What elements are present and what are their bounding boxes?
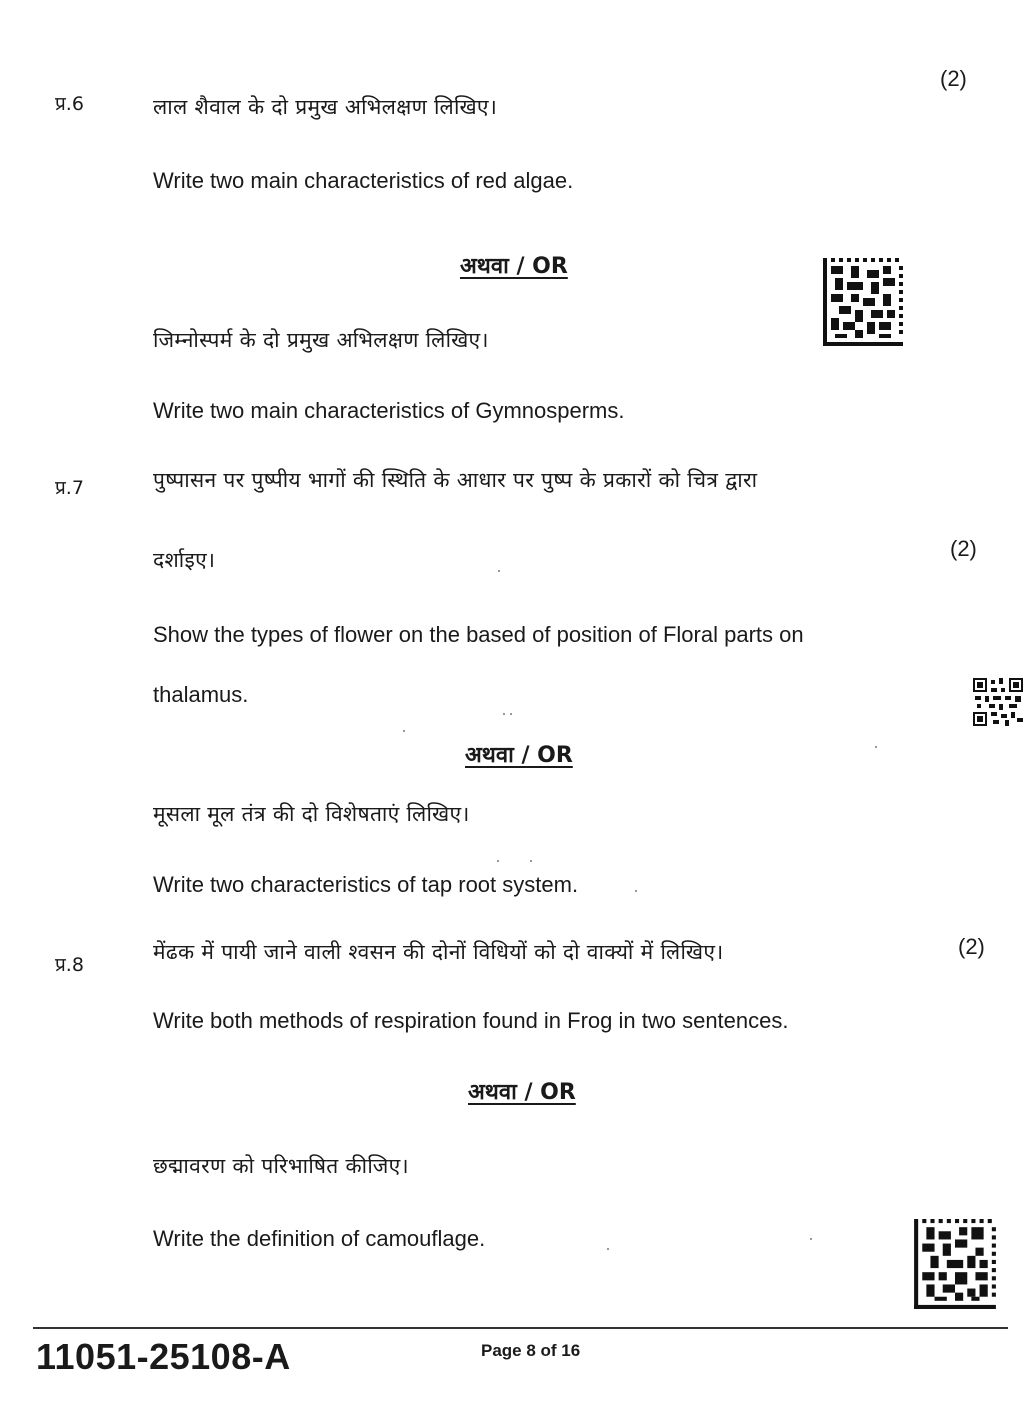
q6-number: प्र.6	[55, 93, 84, 115]
q7-hindi-line2: दर्शाइए।	[153, 548, 216, 572]
q6-hindi-text: लाल शैवाल के दो प्रमुख अभिलक्षण लिखिए।	[153, 95, 498, 119]
q6-alt-english-text: Write two main characteristics of Gymnosperms.	[153, 398, 625, 423]
q6-alt-hindi-text: जिम्नोस्पर्म के दो प्रमुख अभिलक्षण लिखिए।	[153, 328, 489, 352]
footer-divider	[33, 1327, 1008, 1329]
qr-code-small-icon	[973, 678, 1023, 726]
q7-alt-hindi-text: मूसला मूल तंत्र की दो विशेषताएं लिखिए।	[153, 802, 470, 826]
paper-code: 11051-25108-A	[36, 1336, 291, 1377]
q8-alt-hindi-text: छद्मावरण को परिभाषित कीजिए।	[153, 1154, 409, 1178]
q8-or-label: अथवा / OR	[468, 1080, 576, 1105]
q7-number: प्र.7	[55, 477, 84, 499]
q8-number: प्र.8	[55, 954, 84, 976]
q7-marks: (2)	[950, 536, 977, 561]
q7-english-line1: Show the types of flower on the based of position of Floral parts on	[153, 622, 804, 647]
qr-code-icon	[823, 258, 903, 346]
q8-marks: (2)	[958, 934, 985, 959]
q8-alt-english-text: Write the definition of camouflage.	[153, 1226, 486, 1251]
qr-code-bottom-icon	[914, 1219, 996, 1309]
q8-hindi-text: मेंढक में पायी जाने वाली श्वसन की दोनों विधियों को दो वाक्यों में लिखिए।	[153, 940, 724, 964]
q8-english-text: Write both methods of respiration found in Frog in two sentences.	[153, 1008, 789, 1033]
q7-or-label: अथवा / OR	[465, 743, 573, 768]
q7-alt-english-text: Write two characteristics of tap root system.	[153, 872, 579, 897]
q7-hindi-line1: पुष्पासन पर पुष्पीय भागों की स्थिति के आधार पर पुष्प के प्रकारों को चित्र द्वारा	[153, 468, 758, 492]
q6-english-text: Write two main characteristics of red algae.	[153, 168, 574, 193]
q7-english-line2: thalamus.	[153, 682, 249, 707]
page-number: Page 8 of 16	[481, 1341, 581, 1360]
q6-marks: (2)	[940, 66, 967, 91]
q6-or-label: अथवा / OR	[460, 254, 568, 279]
